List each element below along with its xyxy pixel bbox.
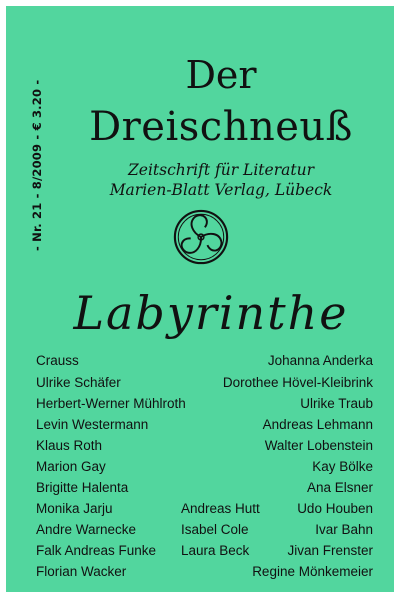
author-left-3: Herbert-Werner Mühlroth [36,396,186,411]
issue-info: - Nr. 21 - 8/2009 - € 3.20 - [30,79,44,251]
author-right-3: Ulrike Traub [300,396,373,411]
author-right-5: Walter Lobenstein [264,438,373,453]
author-right-8: Udo Houben [297,501,373,516]
author-left-6: Marion Gay [36,459,106,474]
title-line-2: Dreischneuß [89,104,353,150]
author-right-4: Andreas Lehmann [262,417,373,432]
author-left-11: Florian Wacker [36,564,127,579]
author-right-11: Regine Mönkemeier [252,564,373,579]
issue-theme-title: Labyrinthe [73,286,349,340]
author-right-10: Jivan Frenster [287,543,373,558]
author-middle-2: Isabel Cole [181,522,249,537]
author-right-9: Ivar Bahn [315,522,373,537]
author-middle-1: Andreas Hutt [181,501,260,516]
subtitle-line-2: Marien-Blatt Verlag, Lübeck [109,181,333,199]
title-line-1: Der [185,53,257,97]
author-left-7: Brigitte Halenta [36,480,129,495]
author-left-2: Ulrike Schäfer [36,375,121,390]
author-right-1: Johanna Anderka [267,353,373,368]
author-left-4: Levin Westermann [36,417,149,432]
author-right-2: Dorothee Hövel-Kleibrink [222,375,373,390]
author-left-9: Andre Warnecke [36,522,137,537]
subtitle-line-1: Zeitschrift für Literatur [128,161,314,179]
author-left-5: Klaus Roth [36,438,103,453]
author-right-6: Kay Bölke [312,459,373,474]
author-middle-3: Laura Beck [181,543,250,558]
magazine-cover [6,6,394,592]
author-right-7: Ana Elsner [306,480,373,495]
author-left-1: Crauss [36,353,79,368]
triskele-trefoil-icon [172,208,230,266]
author-left-10: Falk Andreas Funke [36,543,157,558]
author-left-8: Monika Jarju [36,501,113,516]
